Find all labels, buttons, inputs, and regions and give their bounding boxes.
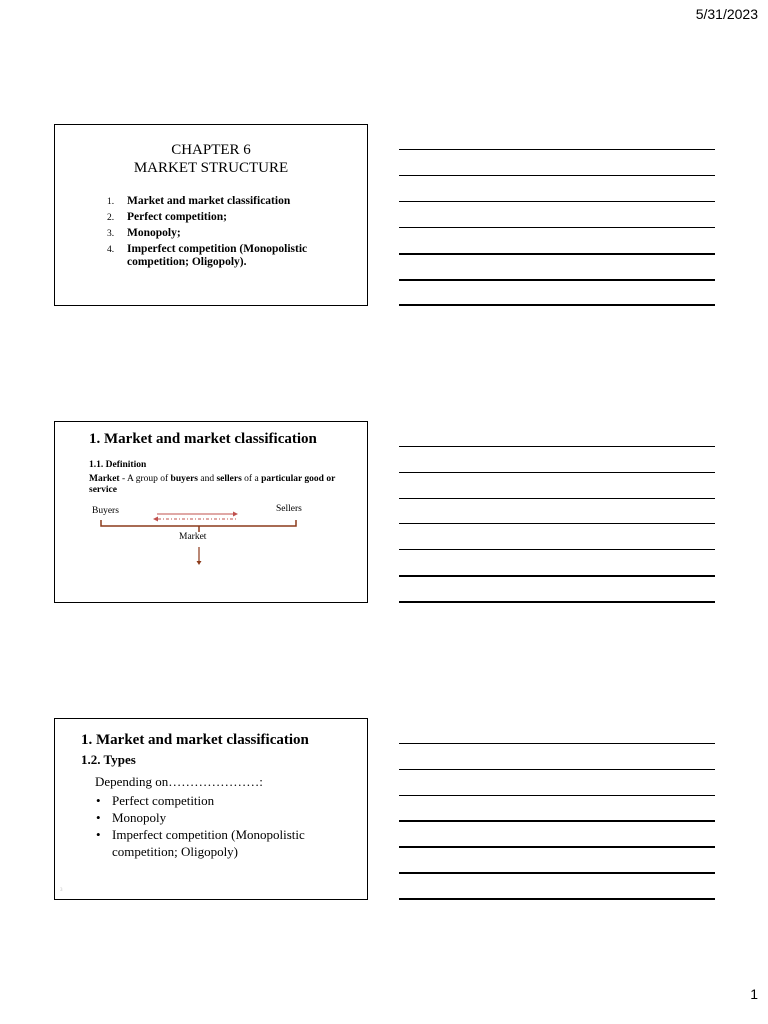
- def-text: sellers: [216, 474, 242, 484]
- definition-heading: 1.1. Definition: [89, 460, 147, 470]
- note-line: [399, 743, 715, 744]
- note-line: [399, 820, 715, 822]
- outline-item: [107, 195, 347, 208]
- market-brace: [101, 520, 296, 526]
- note-line: [399, 795, 715, 796]
- buyers-label: Buyers: [92, 506, 119, 516]
- arrowhead-left: [153, 517, 158, 522]
- def-term: Market: [89, 474, 120, 484]
- note-line: [399, 872, 715, 874]
- outline-item: [107, 227, 347, 240]
- note-line: [399, 769, 715, 770]
- market-label: Market: [179, 532, 207, 542]
- def-text: particular good or service: [89, 474, 336, 495]
- outline-number: 4.: [107, 245, 115, 255]
- slide-2: [54, 421, 368, 603]
- outline-text: Imperfect competition (Monopolistic competition; Oligopoly).: [127, 243, 308, 268]
- slide-footer-number: 3: [60, 888, 63, 893]
- outline-number: 3.: [107, 229, 115, 239]
- note-line: [399, 253, 715, 255]
- page-number: 1: [750, 986, 758, 1002]
- types-item: • Perfect competition: [95, 792, 355, 809]
- note-line: [399, 498, 715, 499]
- outline-list: [107, 195, 347, 272]
- slide-1-title: [55, 141, 367, 177]
- types-item: • Imperfect competition (Monopolistic competition; Oligopoly): [95, 826, 355, 860]
- def-text: of a: [241, 474, 262, 484]
- slide-3: [54, 718, 368, 900]
- chapter-label: CHAPTER 6: [171, 142, 251, 158]
- outline-item: [107, 243, 347, 269]
- print-date: 5/31/2023: [695, 6, 758, 22]
- note-line: [399, 523, 715, 524]
- note-line: [399, 175, 715, 176]
- outline-number: 1.: [107, 197, 115, 207]
- outline-text: Market and market classification: [127, 195, 291, 207]
- types-heading: 1.2. Types: [81, 752, 136, 767]
- def-text: - A group of: [119, 474, 171, 484]
- depending-on-text: Depending on…………………:: [95, 774, 263, 789]
- market-diagram: [55, 422, 367, 602]
- types-list: [95, 792, 355, 860]
- note-line: [399, 149, 715, 150]
- note-line: [399, 304, 715, 306]
- slide-1: [54, 124, 368, 306]
- note-line: [399, 549, 715, 550]
- outline-text: Perfect competition;: [127, 211, 227, 223]
- note-line: [399, 201, 715, 202]
- def-text: and: [198, 474, 217, 484]
- outline-number: 2.: [107, 213, 115, 223]
- outline-item: [107, 211, 347, 224]
- note-line: [399, 601, 715, 603]
- note-line: [399, 575, 715, 577]
- sellers-label: Sellers: [276, 504, 302, 514]
- note-line: [399, 898, 715, 900]
- note-line: [399, 472, 715, 473]
- chapter-title: MARKET STRUCTURE: [133, 160, 289, 176]
- types-item: • Monopoly: [95, 809, 355, 826]
- note-line: [399, 279, 715, 281]
- down-arrowhead: [197, 561, 202, 565]
- slide-2-title: 1. Market and market classification: [89, 431, 317, 447]
- note-line: [399, 846, 715, 848]
- outline-text: Monopoly;: [127, 227, 181, 239]
- note-line: [399, 446, 715, 447]
- arrowhead-right: [233, 512, 238, 517]
- slide-3-title: 1. Market and market classification: [81, 732, 309, 748]
- def-text: buyers: [170, 474, 198, 484]
- note-line: [399, 227, 715, 228]
